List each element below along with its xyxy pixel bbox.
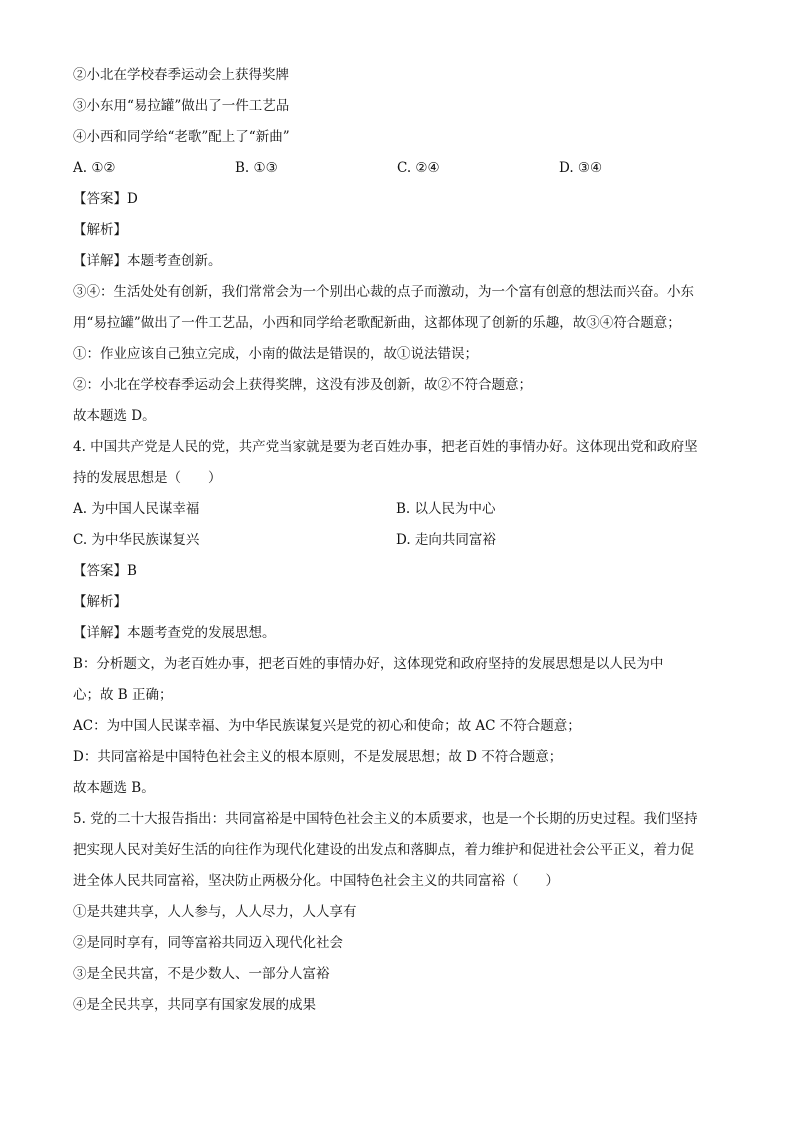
q3-explanation-line: 用“易拉罐”做出了一件工艺品，小西和同学给老歌配新曲，这都体现了创新的乐趣，故③④符合题意； xyxy=(73,315,681,331)
q3-option-c: C. ②④ xyxy=(397,160,440,176)
q4-options-row xyxy=(73,525,733,556)
q3-statement: ②小北在学校春季运动会上获得奖牌 xyxy=(73,67,289,83)
q3-option-a: A. ①② xyxy=(73,160,116,176)
q4-explanation-line: 心；故 B 正确； xyxy=(73,687,173,703)
q4-option-b: B. 以人民为中心 xyxy=(396,501,496,517)
q3-explanation-line: ②：小北在学校春季运动会上获得奖牌，这没有涉及创新，故②不符合题意； xyxy=(73,377,532,393)
q4-detail: 【详解】本题考查党的发展思想。 xyxy=(73,625,276,641)
q4-explanation-line: AC：为中国人民谋幸福、为中华民族谋复兴是党的初心和使命；故 AC 不符合题意； xyxy=(73,718,581,734)
q4-options-row xyxy=(73,494,733,525)
document-page xyxy=(73,60,733,1021)
q3-option-b: B. ①③ xyxy=(235,160,278,176)
q4-answer: 【答案】B xyxy=(73,563,137,579)
q4-option-a: A. 为中国人民谋幸福 xyxy=(73,501,200,517)
q4-option-d: D. 走向共同富裕 xyxy=(396,532,496,548)
q4-explanation-line: B：分析题文，为老百姓办事，把老百姓的事情办好，这体现党和政府坚持的发展思想是以人民为中 xyxy=(73,656,664,672)
q3-explanation-line: ③④：生活处处有创新，我们常常会为一个别出心裁的点子而激动，为一个富有创意的想法而兴奋。小东 xyxy=(73,284,694,300)
q5-stem-line: 进全体人民共同富裕，坚决防止两极分化。中国特色社会主义的共同富裕（ ） xyxy=(73,873,559,889)
q5-statement: ①是共建共享，人人参与，人人尽力，人人享有 xyxy=(73,904,357,920)
q3-statement: ③小东用“易拉罐”做出了一件工艺品 xyxy=(73,98,290,114)
q4-explanation-line: D：共同富裕是中国特色社会主义的根本原则，不是发展思想；故 D 不符合题意； xyxy=(73,749,563,765)
q3-option-d: D. ③④ xyxy=(559,160,603,176)
q3-analysis-label: 【解析】 xyxy=(73,222,127,238)
q3-answer: 【答案】D xyxy=(73,191,138,207)
q3-explanation-line: ①：作业应该自己独立完成，小南的做法是错误的，故①说法错误； xyxy=(73,346,478,362)
q5-statement: ②是同时享有，同等富裕共同迈入现代化社会 xyxy=(73,935,343,951)
q3-explanation-line: 故本题选 D。 xyxy=(73,408,156,424)
q5-stem-line: 把实现人民对美好生活的向往作为现代化建设的出发点和落脚点，着力维护和促进社会公平正义，着力促 xyxy=(73,842,694,858)
q4-stem-line: 4. 中国共产党是人民的党，共产党当家就是要为老百姓办事，把老百姓的事情办好。这体现出党和政府坚 xyxy=(73,439,698,455)
q5-statement: ③是全民共富，不是少数人、一部分人富裕 xyxy=(73,966,330,982)
q4-explanation-line: 故本题选 B。 xyxy=(73,780,155,796)
q3-options xyxy=(73,153,733,184)
q3-statement: ④小西和同学给“老歌”配上了“新曲” xyxy=(73,129,290,145)
q4-option-c: C. 为中华民族谋复兴 xyxy=(73,532,200,548)
q4-stem-line: 持的发展思想是（ ） xyxy=(73,470,222,486)
q5-statement: ④是全民共享，共同享有国家发展的成果 xyxy=(73,997,316,1013)
q4-analysis-label: 【解析】 xyxy=(73,594,127,610)
q5-stem-line: 5. 党的二十大报告指出：共同富裕是中国特色社会主义的本质要求，也是一个长期的历史过程。我们坚持 xyxy=(73,811,698,827)
q3-detail: 【详解】本题考查创新。 xyxy=(73,253,222,269)
